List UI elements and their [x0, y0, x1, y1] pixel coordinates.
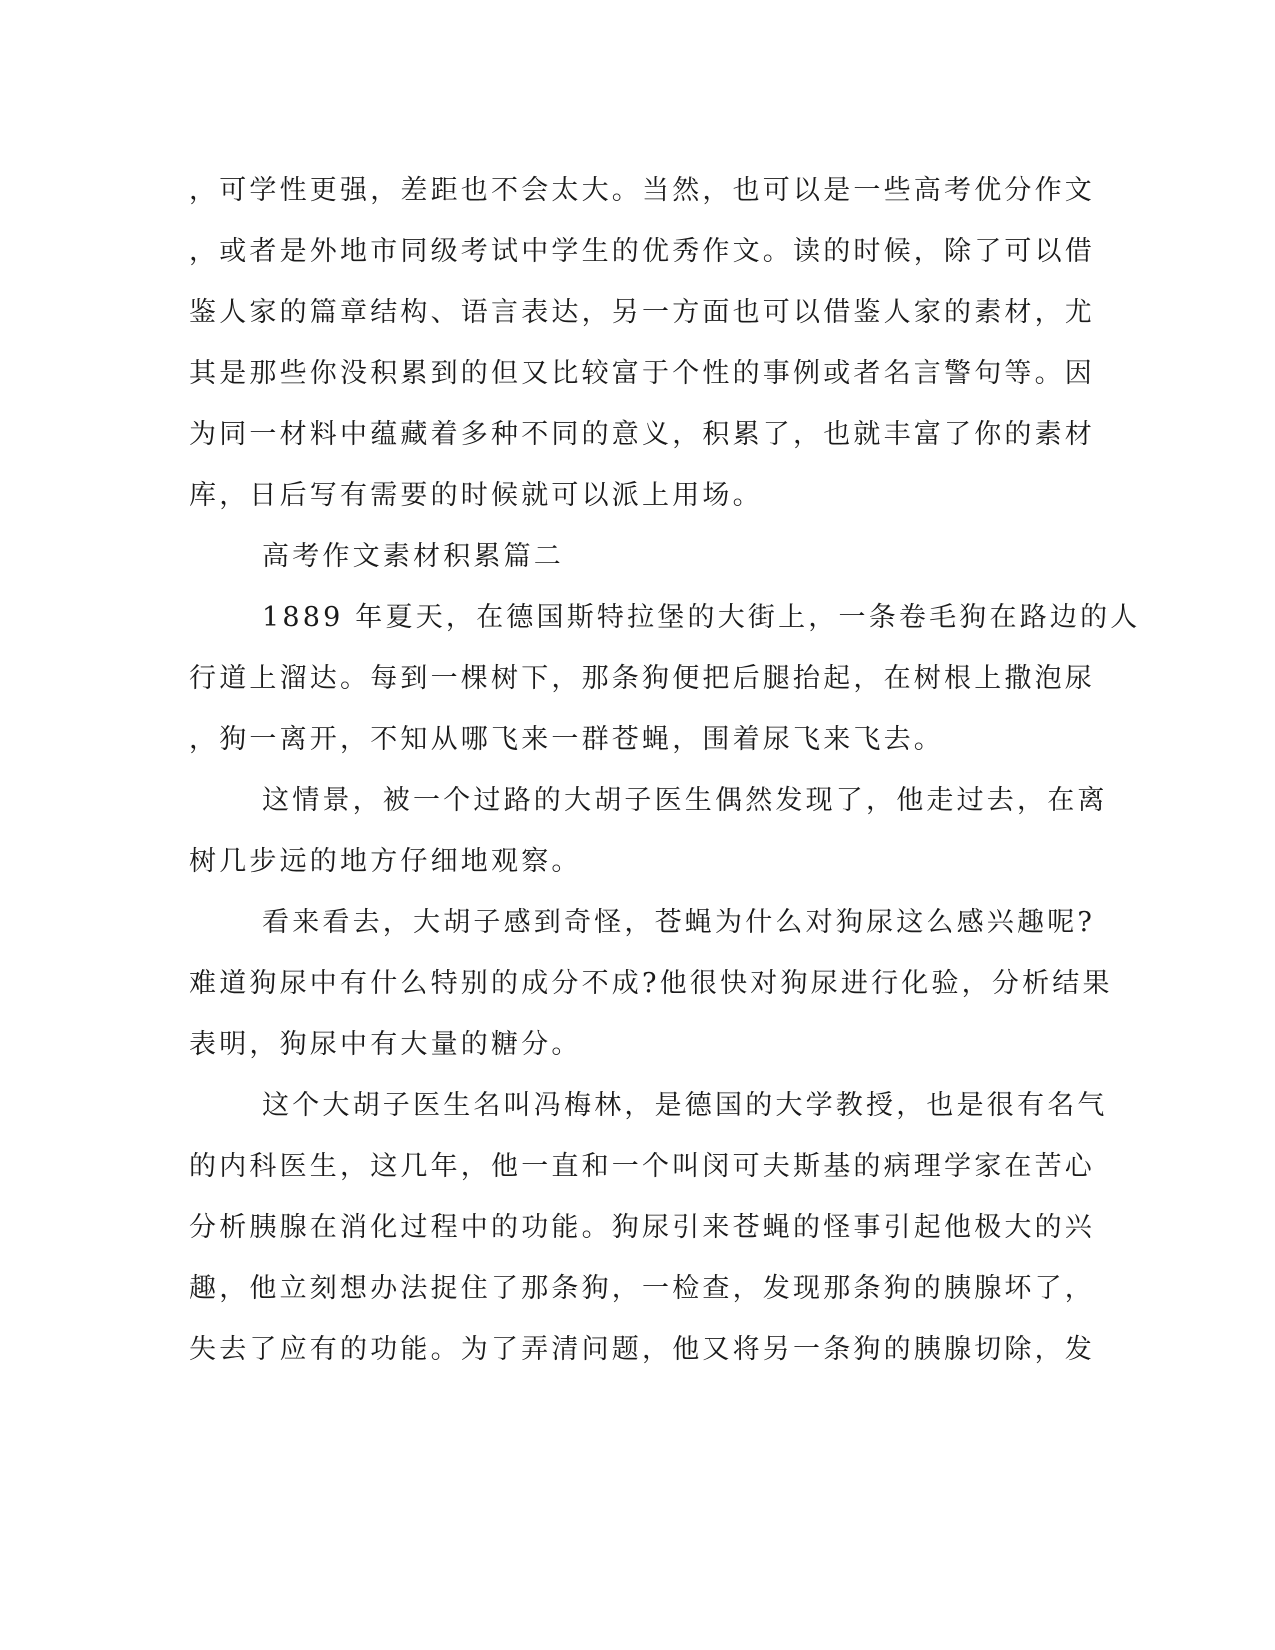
text-line: 行道上溜达。每到一棵树下，那条狗便把后腿抬起，在树根上撒泡尿	[189, 663, 1095, 694]
text-line: ，或者是外地市同级考试中学生的优秀作文。读的时候，除了可以借	[189, 236, 1095, 267]
text-line: 这情景，被一个过路的大胡子医生偶然发现了，他走过去，在离	[262, 785, 1108, 816]
text-line: 为同一材料中蕴藏着多种不同的意义，积累了，也就丰富了你的素材	[189, 419, 1095, 450]
section-heading: 高考作文素材积累篇二	[262, 541, 564, 572]
text-line: 失去了应有的功能。为了弄清问题，他又将另一条狗的胰腺切除，发	[189, 1334, 1095, 1365]
text-line: 库，日后写有需要的时候就可以派上用场。	[189, 480, 763, 511]
text-line: 看来看去，大胡子感到奇怪，苍蝇为什么对狗尿这么感兴趣呢?	[262, 907, 1096, 938]
text-line: 树几步远的地方仔细地观察。	[189, 846, 582, 877]
text-line: 表明，狗尿中有大量的糖分。	[189, 1029, 582, 1060]
text-line: 的内科医生，这几年，他一直和一个叫闵可夫斯基的病理学家在苦心	[189, 1151, 1095, 1182]
text-line: 1889 年夏天，在德国斯特拉堡的大街上，一条卷毛狗在路边的人	[262, 602, 1141, 633]
text-line: ，可学性更强，差距也不会太大。当然，也可以是一些高考优分作文	[189, 175, 1095, 206]
text-line: 其是那些你没积累到的但又比较富于个性的事例或者名言警句等。因	[189, 358, 1095, 389]
document-body	[189, 160, 1141, 1380]
text-line: 鉴人家的篇章结构、语言表达，另一方面也可以借鉴人家的素材，尤	[189, 297, 1095, 328]
text-line: 这个大胡子医生名叫冯梅林，是德国的大学教授，也是很有名气	[262, 1090, 1108, 1121]
text-line: 分析胰腺在消化过程中的功能。狗尿引来苍蝇的怪事引起他极大的兴	[189, 1212, 1095, 1243]
text-line: 趣，他立刻想办法捉住了那条狗，一检查，发现那条狗的胰腺坏了，	[189, 1273, 1095, 1304]
text-line: ，狗一离开，不知从哪飞来一群苍蝇，围着尿飞来飞去。	[189, 724, 944, 755]
text-line: 难道狗尿中有什么特别的成分不成?他很快对狗尿进行化验，分析结果	[189, 968, 1113, 999]
